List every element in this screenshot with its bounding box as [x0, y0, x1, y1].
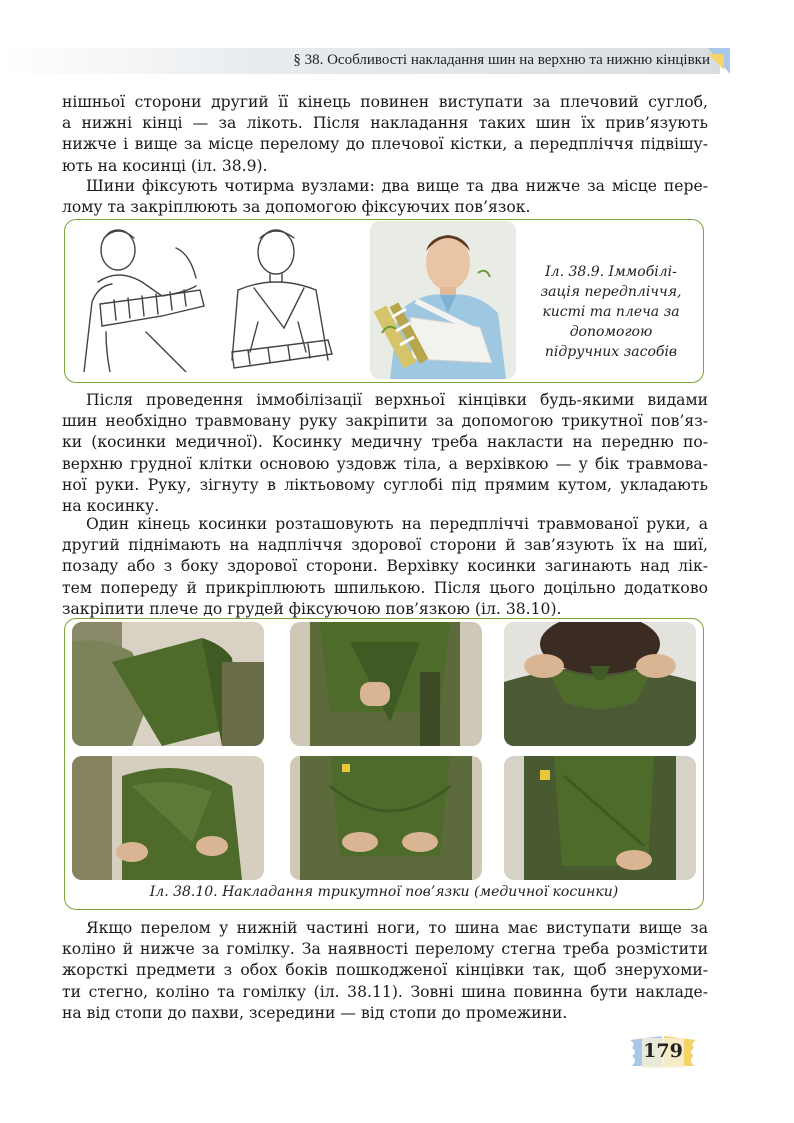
text-line: ної руки. Руку, зігнуту в ліктьовому суглобі під прямим кутом, укладають [62, 475, 708, 494]
bandage-photo-5 [290, 756, 482, 880]
text-line: а нижні кінці — за лікоть. Після накладання таких шин їх прив’язують [62, 114, 708, 133]
text-line: другий піднімають на надпліччя здорової сторони й зав’язують їх на шиї, [62, 536, 708, 555]
running-header-title: § 38. Особливості накладання шин на верхню та нижню кінцівки [293, 52, 710, 68]
bandage-photo-1 [72, 622, 264, 746]
caption-line: допомогою [569, 324, 653, 340]
paragraph-4 [62, 514, 708, 620]
text-line: нішньої сторони другий її кінець повинен виступати за плечовий суглоб, [62, 93, 708, 111]
text-line: верхню грудної клітки основою уздовж тіла, а верхівкою — у бік травмова- [62, 454, 708, 473]
text-line: коліно й нижче за гомілку. За наявності перелому стегна треба розмістити [62, 940, 708, 959]
text-line: на косинку. [62, 497, 160, 516]
text-line: нижче і вище за місце перелому до плечової кістки, а передпліччя підвішу- [62, 135, 708, 154]
caption-line: зація передпліччя, [540, 284, 682, 300]
text-line: Шини фіксують чотирма вузлами: два вище та два нижче за місце пере- [86, 177, 708, 195]
paragraph-2 [62, 176, 708, 218]
text-line: шин необхідно травмовану руку закріпити за допомогою трикутної пов’яз- [62, 412, 708, 431]
paragraph-5 [62, 918, 708, 1024]
paragraph-1 [62, 92, 708, 177]
text-line: на від стопи до пахви, зсередини — від стопи до промежини. [62, 1003, 568, 1022]
text-line: Після проведення іммобілізації верхньої кінцівки будь-якими видами [86, 391, 708, 409]
text-line: Один кінець косинки розташовують на передпліччі травмованої руки, а [86, 515, 708, 533]
text-line: позаду або з боку здорової сторони. Верхівку косинки загинають над лік- [62, 557, 708, 576]
text-line: Якщо перелом у нижній частині ноги, то шина має виступати вище за [86, 919, 708, 937]
text-line: ти стегно, коліно та гомілку (іл. 38.11). Зовні шина повинна бути накладе- [62, 982, 708, 1001]
caption-line: кисті та плеча за [542, 304, 680, 320]
text-line: жорсткі предмети з обох боків пошкодженої кінцівки так, щоб знерухоми- [62, 961, 708, 980]
splint-photo-3 [370, 221, 516, 379]
page-number: 179 [643, 1040, 683, 1062]
figure-38-10-caption: Іл. 38.10. Накладання трикутної пов’язки (медичної косинки) [149, 884, 619, 900]
bandage-photo-4 [72, 756, 264, 880]
header-corner-ornament [700, 48, 730, 74]
splint-drawing-1 [76, 222, 208, 372]
splint-drawing-2 [218, 222, 348, 372]
caption-line: Іл. 38.9. Іммобілі- [545, 264, 677, 280]
bandage-photo-2 [290, 622, 482, 746]
text-line: лому та закріплюють за допомогою фіксуючих пов’язок. [62, 198, 531, 217]
text-line: ють на косинці (іл. 38.9). [62, 156, 268, 175]
caption-line: підручних засобів [544, 344, 678, 360]
text-line: тем попереду й прикріплюють шпилькою. Після цього доцільно додатково [62, 578, 708, 597]
figure-38-9-caption [528, 262, 694, 362]
bandage-photo-6 [504, 756, 696, 880]
text-line: закріпити плече до грудей фіксуючою пов’язкою (іл. 38.10). [62, 599, 562, 618]
paragraph-3 [62, 390, 708, 517]
text-line: ки (косинки медичної). Косинку медичну треба накласти на передню по- [62, 433, 708, 452]
bandage-photo-3 [504, 622, 696, 746]
